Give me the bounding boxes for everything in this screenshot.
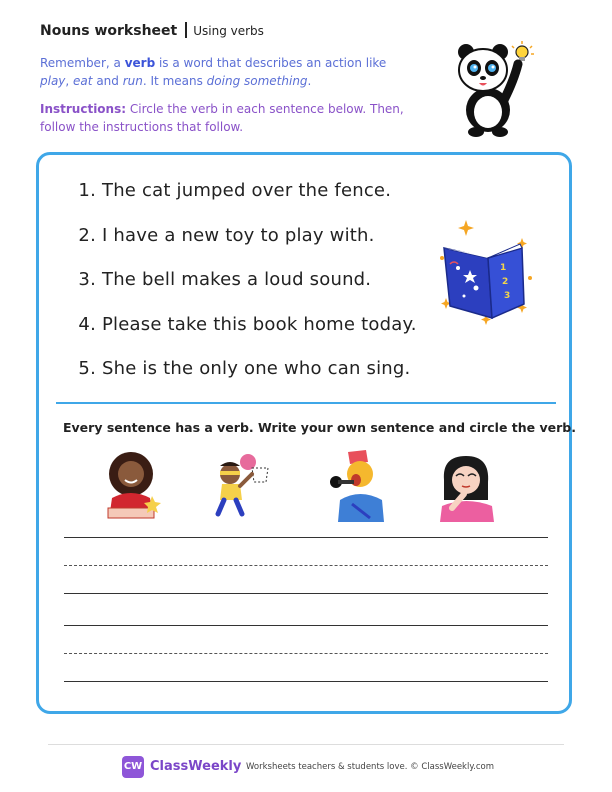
writing-guide-dashed bbox=[64, 653, 548, 654]
instructions bbox=[40, 100, 420, 136]
sentence-number: 2. bbox=[78, 225, 96, 246]
sentence-number: 1. bbox=[78, 180, 96, 201]
writing-line[interactable] bbox=[64, 593, 548, 594]
sentence-5 bbox=[74, 358, 410, 379]
brand-name: ClassWeekly bbox=[150, 759, 242, 774]
sentence-text[interactable]: The bell makes a loud sound. bbox=[102, 269, 372, 290]
boy-basketball-illustration bbox=[208, 452, 270, 518]
intro-part: is a word that describes an action like bbox=[155, 56, 387, 70]
instructions-label: Instructions: bbox=[40, 102, 127, 116]
writing-guide-dashed bbox=[64, 565, 548, 566]
writing-prompt: Every sentence has a verb. Write your own sentence and circle the verb. bbox=[63, 420, 576, 435]
writing-line[interactable] bbox=[64, 537, 548, 538]
sentence-number: 4. bbox=[78, 314, 96, 335]
intro-part: , bbox=[65, 74, 74, 88]
sentence-number: 3. bbox=[78, 269, 96, 290]
thinking-girl-illustration bbox=[434, 450, 500, 524]
sentence-number: 5. bbox=[78, 358, 96, 379]
page-title bbox=[40, 22, 264, 39]
intro-example-run: run bbox=[122, 74, 143, 88]
intro-example-eat: eat bbox=[73, 74, 93, 88]
worksheet-title: Nouns worksheet bbox=[40, 23, 178, 39]
sentence-text[interactable]: She is the only one who can sing. bbox=[102, 358, 411, 379]
book-number: 1 bbox=[500, 263, 507, 273]
sentence-text[interactable]: The cat jumped over the fence. bbox=[102, 180, 392, 201]
panda-illustration bbox=[452, 40, 538, 138]
section-divider bbox=[56, 402, 556, 404]
sentence-text[interactable]: Please take this book home today. bbox=[102, 314, 417, 335]
book-number: 3 bbox=[504, 291, 511, 301]
writing-line[interactable] bbox=[64, 681, 548, 682]
intro-verb-word: verb bbox=[124, 56, 156, 70]
intro-doing-something: doing something bbox=[206, 74, 308, 88]
title-separator bbox=[185, 22, 187, 38]
sentence-text[interactable]: I have a new toy to play with. bbox=[102, 225, 375, 246]
singer-illustration bbox=[322, 448, 392, 524]
book-number: 2 bbox=[502, 277, 509, 287]
writing-line[interactable] bbox=[64, 625, 548, 626]
intro-part: Remember, a bbox=[40, 56, 125, 70]
footer-divider bbox=[48, 744, 564, 745]
classweekly-logo-icon: CW bbox=[122, 756, 144, 778]
intro-part: and bbox=[92, 74, 123, 88]
instructions-text: Circle the verb in each sentence below. Then, follow the instructions that follow. bbox=[40, 102, 404, 134]
intro-example-play: play bbox=[40, 74, 66, 88]
worksheet-subtitle: Using verbs bbox=[193, 24, 264, 38]
sentence-2 bbox=[74, 225, 375, 246]
footer-tagline: Worksheets teachers & students love. © ClassWeekly.com bbox=[246, 762, 495, 772]
lightbulb-icon bbox=[512, 41, 534, 61]
girl-writing-illustration bbox=[104, 450, 162, 522]
magic-book-illustration bbox=[436, 218, 536, 328]
sentence-1 bbox=[74, 180, 391, 201]
sentence-4 bbox=[74, 314, 417, 335]
intro-part: . bbox=[307, 74, 312, 88]
intro-text bbox=[40, 54, 400, 90]
intro-part: . It means bbox=[142, 74, 207, 88]
sentence-3 bbox=[74, 269, 371, 290]
